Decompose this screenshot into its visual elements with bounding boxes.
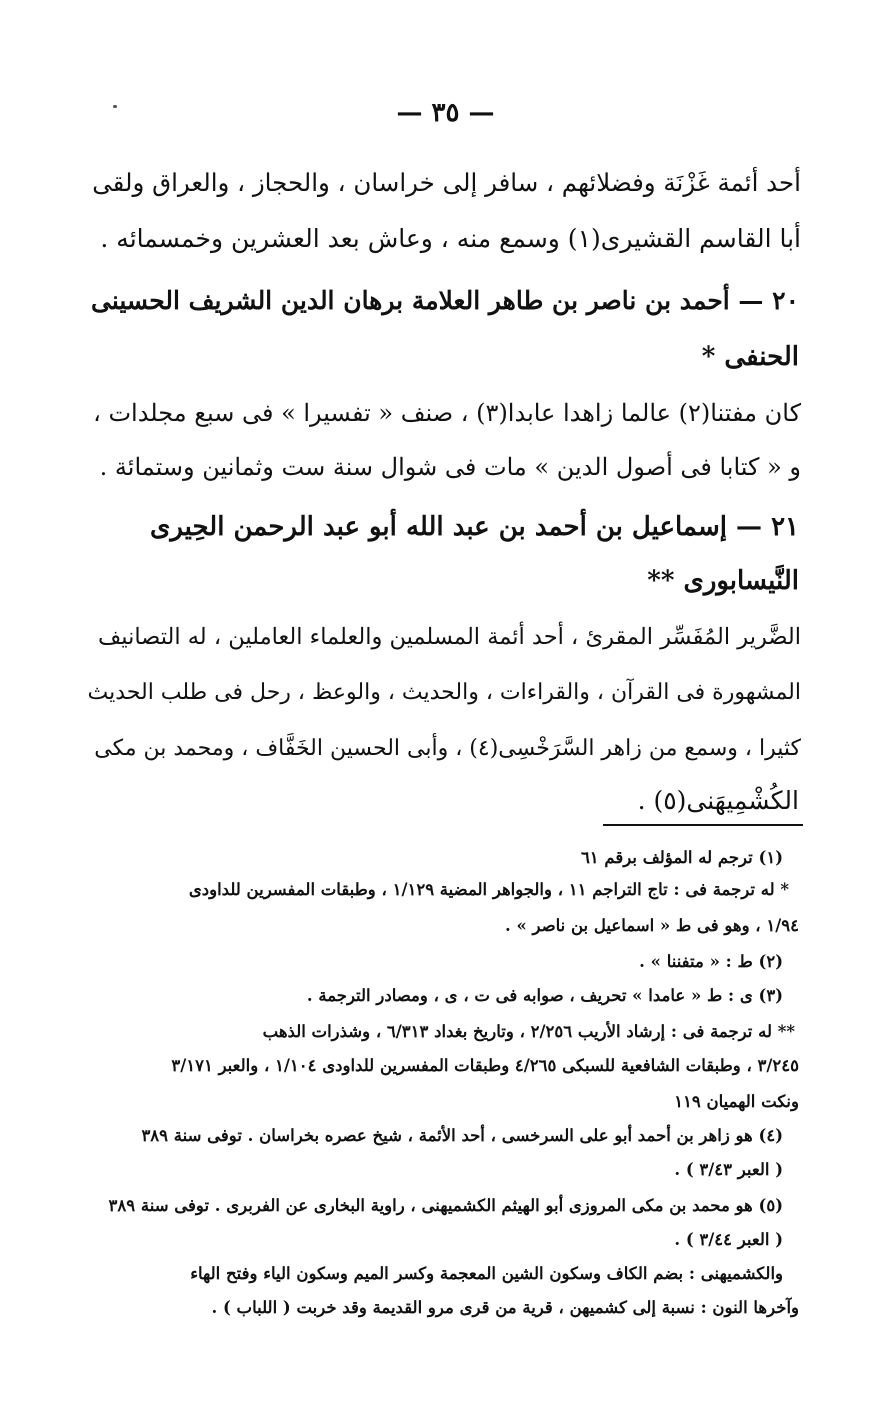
entry-heading-21-continued: النَّيسابورى ** — [647, 566, 799, 596]
entry-heading-21: ٢١ — إسماعيل بن أحمد بن عبد الله أبو عبد الرحمن الحِيرى — [149, 512, 799, 542]
footnote-double-star-continued: ونكت الهميان ١١٩ — [674, 1092, 799, 1111]
footnote-star: * له ترجمة فى : تاج التراجم ١١ ، والجواهر المضية ١/١٢٩ ، وطبقات المفسرين للداودى — [188, 880, 789, 899]
footnote-note-continued: وآخرها النون : نسبة إلى كشميهن ، قرية من قرى مرو القديمة وقد خربت ( اللباب ) . — [211, 1298, 799, 1317]
body-line: المشهورة فى القرآن ، والقراءات ، والحديث ، والوعظ ، رحل فى طلب الحديث — [87, 680, 801, 705]
body-line: و « كتابا فى أصول الدين » مات فى شوال سنة ست وثمانين وستمائة . — [99, 453, 801, 481]
footnote-5-continued: ( العبر ٣/٤٤ ) . — [674, 1230, 783, 1249]
entry-heading-20: ٢٠ — أحمد بن ناصر بن طاهر العلامة برهان الدين الشريف الحسينى — [91, 286, 799, 315]
footnote-star-continued: ١/٩٤ ، وهو فى ط « اسماعيل بن ناصر » . — [504, 916, 799, 935]
footnote-1: (١) ترجم له المؤلف برقم ٦١ — [580, 848, 783, 867]
body-line: أبا القاسم القشيرى(١) وسمع منه ، وعاش بعد العشرين وخمسمائه . — [100, 224, 801, 253]
footnote-3: (٣) ى : ط « عامدا » تحريف ، صوابه فى ت ، ى ، ومصادر الترجمة . — [306, 986, 783, 1005]
footnote-double-star-continued: ٣/٢٤٥ ، وطبقات الشافعية للسبكى ٤/٢٦٥ وطبقات المفسرين للداودى ١/١٠٤ ، والعبر ٣/١٧١ — [171, 1056, 799, 1075]
body-line: أحد أئمة غَزْنَة وفضلائهم ، سافر إلى خراسان ، والحجاز ، والعراق ولقى — [92, 168, 801, 197]
page-number: — ٣٥ — — [396, 98, 495, 128]
footnote-4: (٤) هو زاهر بن أحمد أبو على السرخسى ، أحد الأئمة ، شيخ عصره بخراسان . توفى سنة ٣٨٩ — [141, 1126, 783, 1145]
entry-heading-20-continued: الحنفى * — [701, 342, 799, 372]
footnote-double-star: ** له ترجمة فى : إرشاد الأريب ٢/٢٥٦ ، وتاريخ بغداد ٦/٣١٣ ، وشذرات الذهب — [262, 1022, 795, 1041]
footnote-4-continued: ( العبر ٣/٤٣ ) . — [674, 1160, 783, 1179]
footnote-note: والكشميهنى : بضم الكاف وسكون الشين المعجمة وكسر الميم وسكون الياء وفتح الهاء — [190, 1264, 783, 1283]
footnote-2: (٢) ط : « متفننا » . — [639, 952, 783, 971]
body-line: كان مفتنا(٢) عالما زاهدا عابدا(٣) ، صنف « تفسيرا » فى سبع مجلدات ، — [93, 399, 801, 427]
body-line: الكُشْمِيهَنى(٥) . — [637, 786, 799, 815]
body-line: الضَّرير المُفَسِّر المقرئ ، أحد أئمة المسلمين والعلماء العاملين ، له التصانيف — [97, 624, 801, 650]
footnote-5: (٥) هو محمد بن مكى المروزى أبو الهيثم الكشميهنى ، راوية البخارى عن الفربرى . توفى سنة ٣٨٩ — [108, 1196, 783, 1215]
body-line: كثيرا ، وسمع من زاهر السَّرَخْسِى(٤) ، وأبى الحسين الخَفَّاف ، ومحمد بن مكى — [94, 736, 801, 761]
footnote-separator — [603, 824, 803, 826]
